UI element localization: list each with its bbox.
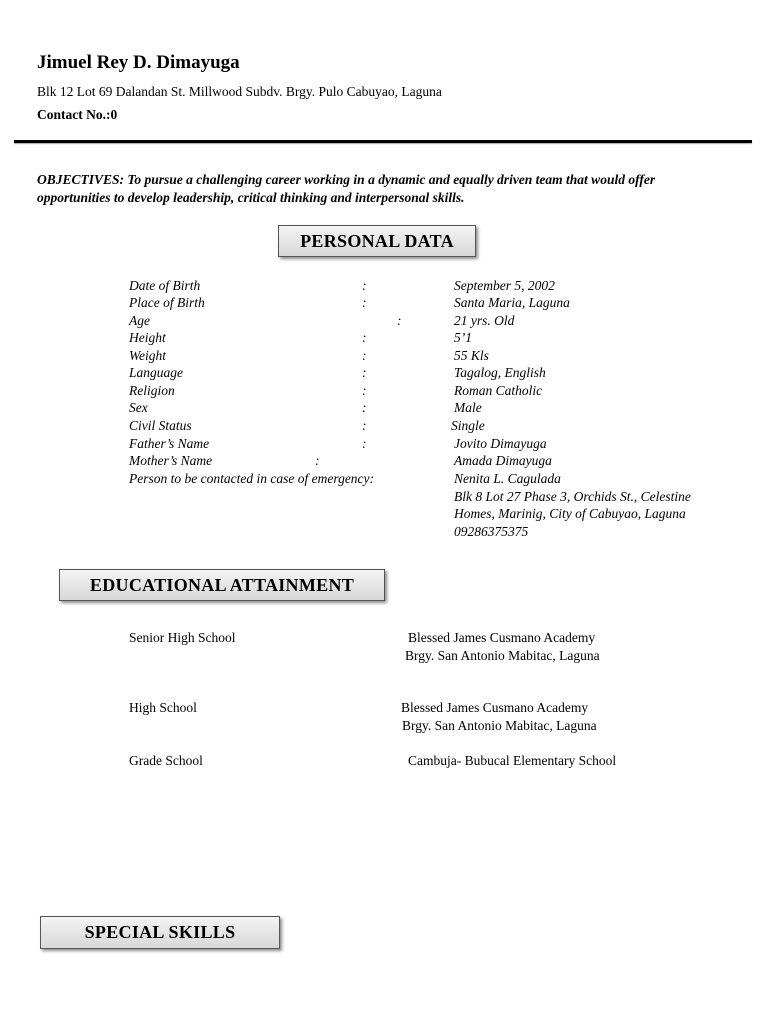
pd-value: Nenita L. Cagulada (454, 471, 561, 486)
education-level: High School (129, 700, 197, 715)
pd-row-emergency-contact (0, 471, 768, 489)
pd-value: 21 yrs. Old (454, 313, 515, 328)
education-level: Senior High School (129, 630, 236, 645)
pd-row-date-of-birth (0, 278, 768, 296)
pd-value: 09286375375 (454, 524, 529, 539)
educational-attainment-heading: EDUCATIONAL ATTAINMENT (59, 569, 385, 601)
pd-label: Person to be contacted in case of emergency: (129, 471, 375, 486)
pd-value: 55 Kls (454, 348, 489, 363)
pd-row-mothers-name (0, 453, 768, 471)
pd-label: Religion (129, 383, 175, 398)
pd-value: Santa Maria, Laguna (454, 295, 570, 310)
pd-label: Sex (129, 400, 148, 415)
pd-row-place-of-birth (0, 295, 768, 313)
pd-colon: : (362, 436, 367, 451)
school-name: Blessed James Cusmano Academy (408, 630, 596, 645)
pd-colon: : (362, 278, 367, 293)
objectives-text: OBJECTIVES: To pursue a challenging career working in a dynamic and equally driven team that would offer opportunities to develop leadership, critical thinking and interpersonal skills. (37, 172, 656, 205)
pd-colon: : (362, 383, 367, 398)
pd-value: Tagalog, English (454, 365, 546, 380)
pd-label: Age (129, 313, 150, 328)
pd-value: Amada Dimayuga (454, 453, 552, 468)
school-name: Cambuja- Bubucal Elementary School (408, 753, 617, 768)
pd-row-age (0, 313, 768, 331)
pd-value: 5’1 (454, 330, 472, 345)
pd-row-language (0, 365, 768, 383)
education-level: Grade School (129, 753, 203, 768)
pd-value: Roman Catholic (454, 383, 543, 398)
school-location: Brgy. San Antonio Mabitac, Laguna (405, 648, 600, 663)
school-location: Brgy. San Antonio Mabitac, Laguna (402, 718, 597, 733)
pd-value: Blk 8 Lot 27 Phase 3, Orchids St., Celestine (454, 489, 691, 504)
pd-row-emergency-address-2 (0, 506, 768, 524)
pd-label: Father’s Name (129, 436, 210, 451)
pd-label: Language (129, 365, 183, 380)
school-name: Blessed James Cusmano Academy (401, 700, 589, 715)
pd-value: Jovito Dimayuga (454, 436, 547, 451)
pd-colon: : (362, 365, 367, 380)
pd-colon: : (362, 295, 367, 310)
pd-label: Date of Birth (129, 278, 201, 293)
personal-data-heading: PERSONAL DATA (278, 225, 476, 257)
pd-row-fathers-name (0, 436, 768, 454)
pd-row-height (0, 330, 768, 348)
pd-label: Weight (129, 348, 166, 363)
pd-row-weight (0, 348, 768, 366)
pd-value: Male (454, 400, 482, 415)
pd-label: Civil Status (129, 418, 192, 433)
pd-value: September 5, 2002 (454, 278, 555, 293)
pd-colon: : (362, 348, 367, 363)
pd-value: Homes, Marinig, City of Cabuyao, Laguna (454, 506, 686, 521)
pd-colon: : (362, 400, 367, 415)
pd-row-civil-status (0, 418, 768, 436)
pd-row-religion (0, 383, 768, 401)
applicant-name: Jimuel Rey D. Dimayuga (37, 52, 240, 73)
pd-colon: : (397, 313, 402, 328)
pd-label: Place of Birth (129, 295, 205, 310)
pd-label: Mother’s Name (129, 453, 213, 468)
pd-colon: : (362, 330, 367, 345)
pd-row-emergency-phone (0, 524, 768, 542)
pd-row-emergency-address-1 (0, 489, 768, 507)
special-skills-heading: SPECIAL SKILLS (40, 916, 280, 949)
header-divider (14, 140, 752, 143)
pd-colon: : (362, 418, 367, 433)
pd-row-sex (0, 400, 768, 418)
pd-label: Height (129, 330, 166, 345)
contact-number: Contact No.:0 (37, 107, 118, 122)
pd-value: Single (451, 418, 485, 433)
applicant-address: Blk 12 Lot 69 Dalandan St. Millwood Subdv. Brgy. Pulo Cabuyao, Laguna (37, 84, 442, 99)
pd-colon: : (315, 453, 320, 468)
